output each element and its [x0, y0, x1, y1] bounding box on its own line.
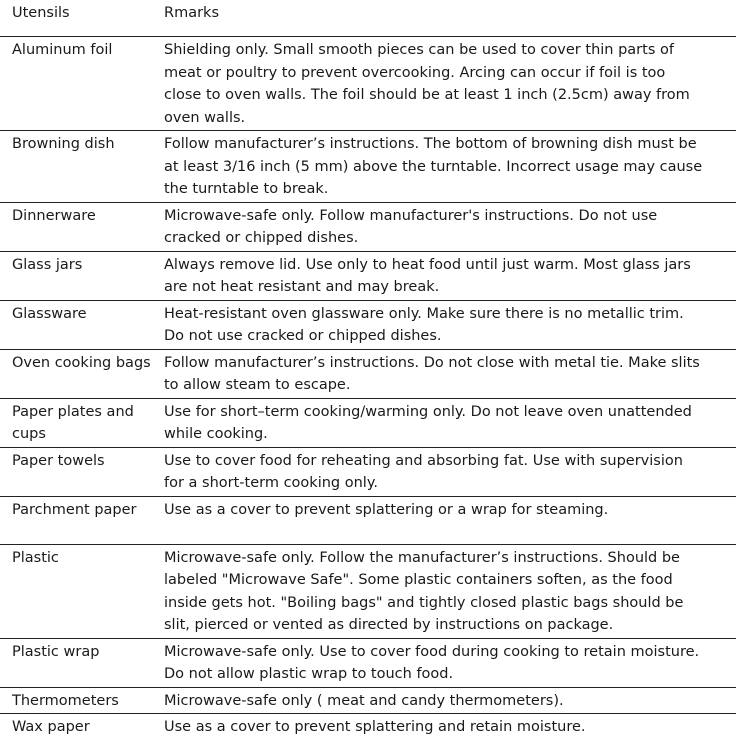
utensil-name: Thermometers — [12, 692, 119, 709]
table-row — [0, 496, 736, 544]
table-row — [0, 687, 736, 714]
utensil-remark: Microwave-safe only. Follow the manufacturer’s instructions. Should be labeled "Microwave Safe". Some plastic containers soften, as the food inside gets hot. "Boiling bags" and tightly closed plastic bags should be slit, pierced or vented as directed by instructions on package. — [164, 549, 684, 633]
utensil-remark: Follow manufacturer’s instructions. The bottom of browning dish must be at least 3/16 inch (5 mm) above the turntable. Incorrect usage may cause the turntable to break. — [164, 136, 703, 197]
utensil-name: Plastic wrap — [12, 643, 100, 660]
utensil-remark: Microwave-safe only. Follow manufacturer's instructions. Do not use cracked or chipped dishes. — [164, 207, 658, 246]
table-row — [0, 37, 736, 131]
table-row — [0, 544, 736, 638]
utensil-remark: Microwave-safe only. Use to cover food during cooking to retain moisture. Do not allow plastic wrap to touch food. — [164, 643, 700, 682]
utensil-name: Dinnerware — [12, 207, 96, 224]
utensil-name: Glassware — [12, 305, 87, 322]
table-header — [0, 0, 736, 37]
table-row — [0, 714, 736, 740]
utensil-name: Glass jars — [12, 256, 83, 273]
utensil-name: Plastic — [12, 549, 59, 566]
utensil-remark: Use as a cover to prevent splattering or a wrap for steaming. — [164, 501, 609, 518]
table-row — [0, 638, 736, 687]
utensil-name: Wax paper — [12, 719, 90, 735]
table-row — [0, 300, 736, 349]
header-utensils: Utensils — [0, 0, 154, 37]
table-row — [0, 251, 736, 300]
utensil-remark: Use to cover food for reheating and absorbing fat. Use with supervision for a short-term cooking only. — [164, 452, 683, 491]
header-remarks: Rmarks — [154, 0, 736, 37]
header-row — [0, 0, 736, 37]
utensil-name: Paper towels — [12, 452, 105, 469]
utensil-remark: Shielding only. Small smooth pieces can be used to cover thin parts of meat or poultry to prevent overcooking. Arcing can occur if foil is too close to oven walls. The foil should be at least 1 inch (2.5cm) away from oven walls. — [164, 42, 690, 126]
utensil-name: Browning dish — [12, 136, 115, 152]
table-row — [0, 349, 736, 398]
utensil-remark: Use for short–term cooking/warming only. Do not leave oven unattended while cooking. — [164, 403, 692, 442]
utensil-name: Aluminum foil — [12, 42, 113, 58]
table-body — [0, 37, 736, 740]
utensil-remark: Use as a cover to prevent splattering and retain moisture. — [164, 719, 586, 735]
utensil-remark: Heat-resistant oven glassware only. Make sure there is no metallic trim. Do not use cracked or chipped dishes. — [164, 305, 684, 344]
utensil-name: Paper plates and cups — [12, 403, 134, 442]
utensil-remark: Microwave-safe only ( meat and candy thermometers). — [164, 692, 564, 709]
table-row — [0, 398, 736, 447]
table-row — [0, 202, 736, 251]
utensil-name: Oven cooking bags — [12, 354, 151, 371]
table-row — [0, 131, 736, 203]
utensil-remark: Follow manufacturer’s instructions. Do not close with metal tie. Make slits to allow steam to escape. — [164, 354, 700, 393]
utensil-name: Parchment paper — [12, 501, 137, 518]
table-row — [0, 447, 736, 496]
utensil-remark: Always remove lid. Use only to heat food until just warm. Most glass jars are not heat resistant and may break. — [164, 256, 691, 295]
